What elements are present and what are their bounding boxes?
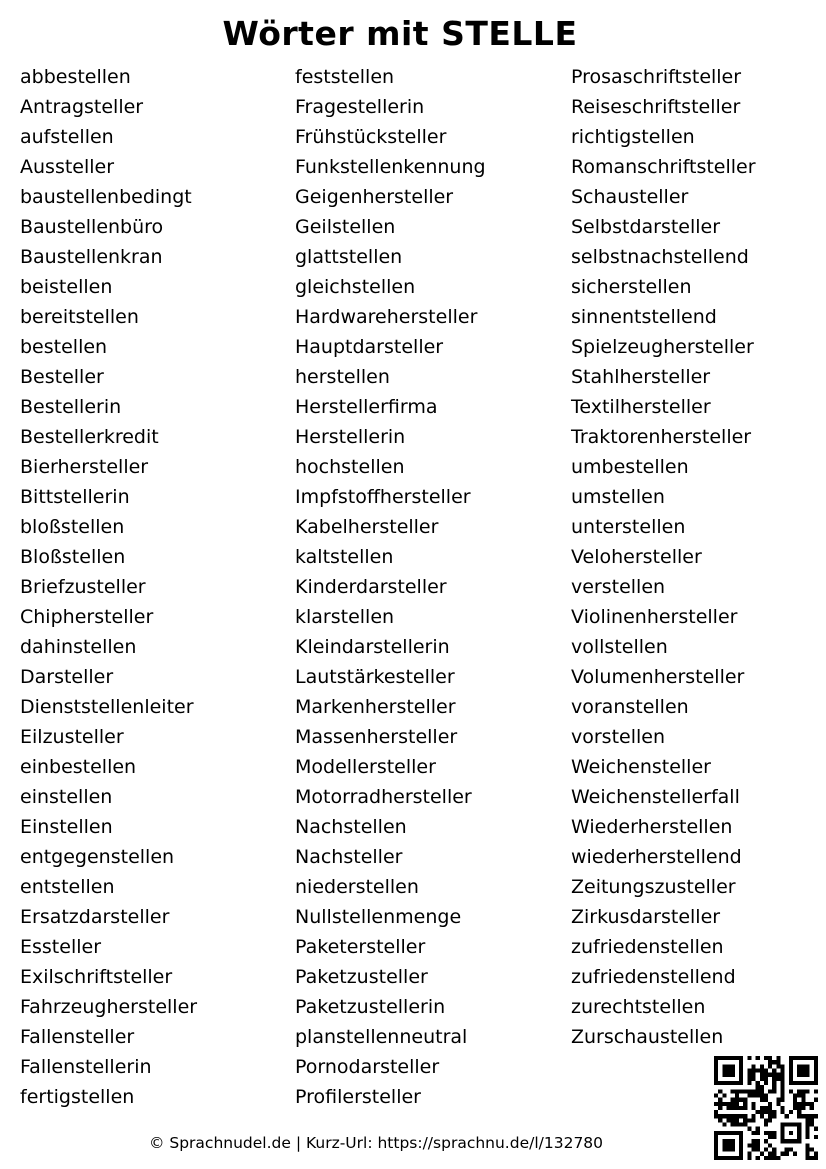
word-item: Bittstellerin (20, 486, 130, 508)
word-item: baustellenbedingt (20, 186, 192, 208)
word-item: Ersatzdarsteller (20, 906, 170, 928)
word-item: Chiphersteller (20, 606, 154, 628)
word-item: Nullstellenmenge (295, 906, 462, 928)
word-item: Kinderdarsteller (295, 576, 447, 598)
word-column-3 (571, 62, 756, 1052)
word-item: Antragsteller (20, 96, 144, 118)
word-item: unterstellen (571, 516, 686, 538)
word-item: Fahrzeughersteller (20, 996, 198, 1018)
word-item: feststellen (295, 66, 395, 88)
word-column-2 (295, 62, 486, 1112)
word-item: hochstellen (295, 456, 405, 478)
word-item: vorstellen (571, 726, 666, 748)
word-item: Selbstdarsteller (571, 216, 721, 238)
word-item: aufstellen (20, 126, 114, 148)
word-item: planstellenneutral (295, 1026, 468, 1048)
word-item: Prosaschriftsteller (571, 66, 742, 88)
word-item: Dienststellenleiter (20, 696, 194, 718)
word-item: Herstellerin (295, 426, 406, 448)
qr-code-icon (714, 1056, 818, 1160)
word-item: umstellen (571, 486, 665, 508)
word-item: zufriedenstellen (571, 936, 724, 958)
word-item: Paketzusteller (295, 966, 428, 988)
word-item: Wiederherstellen (571, 816, 733, 838)
word-item: Schausteller (571, 186, 689, 208)
word-item: Bestellerkredit (20, 426, 159, 448)
word-item: Herstellerfirma (295, 396, 438, 418)
page-title: Wörter mit STELLE (222, 14, 578, 53)
word-item: Hauptdarsteller (295, 336, 444, 358)
word-item: bestellen (20, 336, 108, 358)
word-item: Zirkusdarsteller (571, 906, 721, 928)
word-item: Baustellenbüro (20, 216, 164, 238)
word-item: Paketersteller (295, 936, 426, 958)
footer-credit: © Sprachnudel.de | Kurz-Url: https://sprachnu.de/l/132780 (148, 1134, 604, 1152)
word-item: Darsteller (20, 666, 114, 688)
word-item: Briefzusteller (20, 576, 146, 598)
word-item: Hardwarehersteller (295, 306, 478, 328)
word-item: Velohersteller (571, 546, 702, 568)
word-item: Bloßstellen (20, 546, 126, 568)
word-item: Modellersteller (295, 756, 436, 778)
word-item: Impfstoffhersteller (295, 486, 471, 508)
word-item: bereitstellen (20, 306, 139, 328)
word-item: Zurschaustellen (571, 1026, 724, 1048)
word-item: Lautstärkesteller (295, 666, 455, 688)
word-item: Nachstellen (295, 816, 407, 838)
word-item: Traktorenhersteller (571, 426, 752, 448)
word-item: Besteller (20, 366, 104, 388)
word-item: beistellen (20, 276, 113, 298)
word-item: glattstellen (295, 246, 403, 268)
word-item: entgegenstellen (20, 846, 175, 868)
word-item: Essteller (20, 936, 102, 958)
word-item: Violinenhersteller (571, 606, 738, 628)
word-item: niederstellen (295, 876, 419, 898)
word-item: Massenhersteller (295, 726, 458, 748)
word-item: Reiseschriftsteller (571, 96, 741, 118)
word-item: herstellen (295, 366, 390, 388)
word-item: Nachsteller (295, 846, 403, 868)
word-item: Exilschriftsteller (20, 966, 173, 988)
word-item: dahinstellen (20, 636, 137, 658)
word-item: gleichstellen (295, 276, 416, 298)
word-item: Kleindarstellerin (295, 636, 450, 658)
word-item: vollstellen (571, 636, 668, 658)
word-item: zurechtstellen (571, 996, 706, 1018)
word-item: Motorradhersteller (295, 786, 472, 808)
word-item: Bestellerin (20, 396, 122, 418)
word-item: Zeitungszusteller (571, 876, 736, 898)
word-item: Bierhersteller (20, 456, 149, 478)
word-item: Romanschriftsteller (571, 156, 756, 178)
word-item: Frühstücksteller (295, 126, 447, 148)
word-item: Weichenstellerfall (571, 786, 740, 808)
word-item: Geigenhersteller (295, 186, 454, 208)
word-item: Fallenstellerin (20, 1056, 152, 1078)
word-item: Baustellenkran (20, 246, 163, 268)
word-item: Funkstellenkennung (295, 156, 486, 178)
word-item: bloßstellen (20, 516, 125, 538)
word-item: verstellen (571, 576, 666, 598)
word-column-1 (20, 62, 197, 1112)
word-item: Einstellen (20, 816, 113, 838)
word-item: abbestellen (20, 66, 131, 88)
word-item: Geilstellen (295, 216, 396, 238)
word-item: zufriedenstellend (571, 966, 736, 988)
word-item: Fragestellerin (295, 96, 425, 118)
word-item: Volumenhersteller (571, 666, 745, 688)
word-item: richtigstellen (571, 126, 695, 148)
word-item: Pornodarsteller (295, 1056, 440, 1078)
word-item: Eilzusteller (20, 726, 124, 748)
word-item: voranstellen (571, 696, 689, 718)
word-item: Aussteller (20, 156, 115, 178)
word-item: sinnentstellend (571, 306, 717, 328)
word-item: Stahlhersteller (571, 366, 711, 388)
word-item: klarstellen (295, 606, 395, 628)
word-item: einbestellen (20, 756, 137, 778)
word-item: sicherstellen (571, 276, 692, 298)
word-item: selbstnachstellend (571, 246, 749, 268)
word-item: fertigstellen (20, 1086, 135, 1108)
word-item: Spielzeughersteller (571, 336, 754, 358)
word-item: Markenhersteller (295, 696, 456, 718)
word-item: entstellen (20, 876, 115, 898)
word-item: Weichensteller (571, 756, 711, 778)
word-item: Fallensteller (20, 1026, 135, 1048)
word-item: einstellen (20, 786, 113, 808)
word-item: umbestellen (571, 456, 689, 478)
word-item: Paketzustellerin (295, 996, 446, 1018)
word-item: Kabelhersteller (295, 516, 439, 538)
word-item: Profilersteller (295, 1086, 421, 1108)
word-item: Textilhersteller (571, 396, 711, 418)
word-item: wiederherstellend (571, 846, 742, 868)
word-item: kaltstellen (295, 546, 394, 568)
